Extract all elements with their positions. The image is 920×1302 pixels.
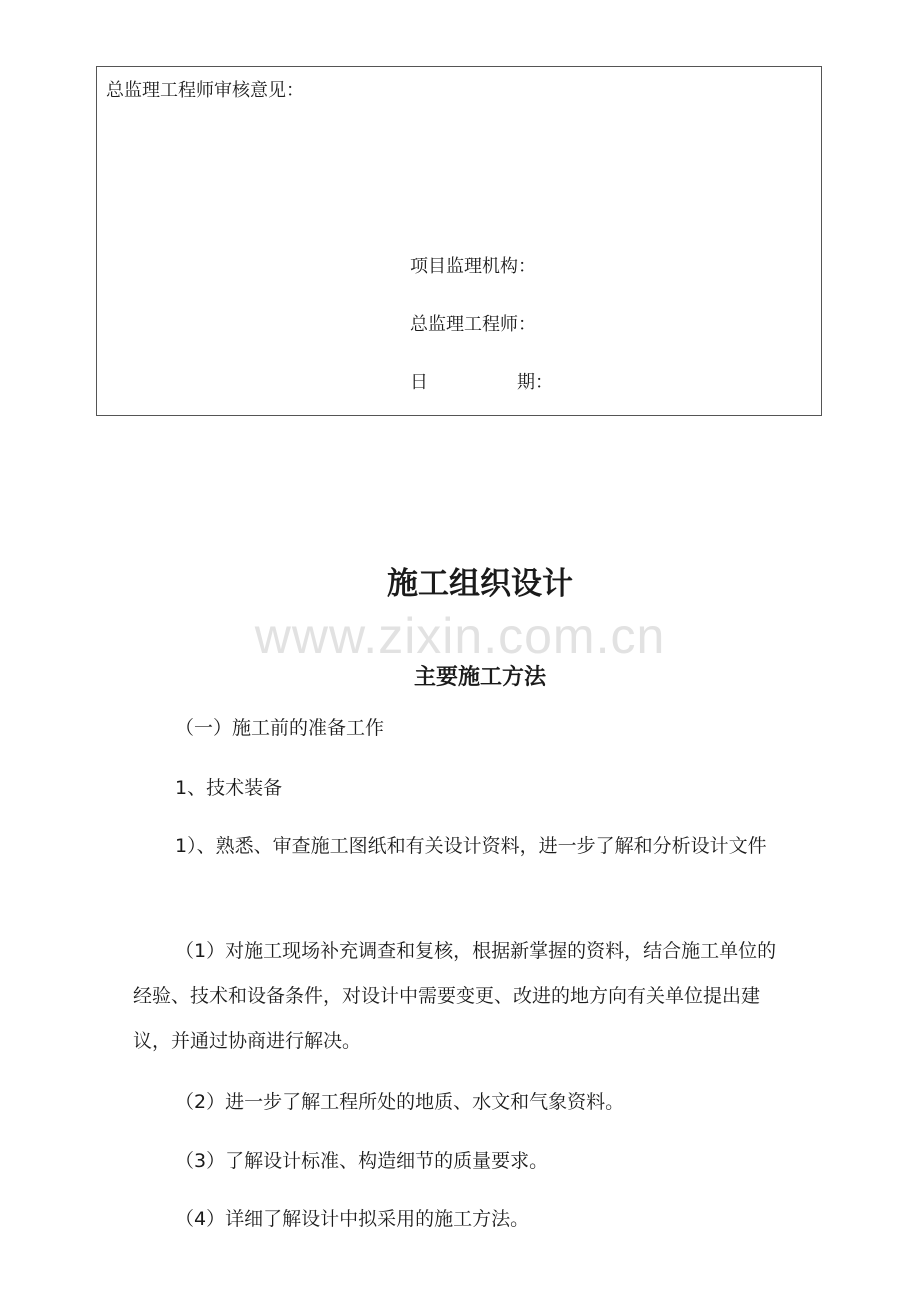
- paragraph-item-4: （4）详细了解设计中拟采用的施工方法。: [175, 1208, 530, 1230]
- supervision-org-label: 项目监理机构：: [410, 256, 536, 277]
- review-opinion-title: 总监理工程师审核意见：: [106, 80, 304, 101]
- paragraph-review-drawings: 1）、熟悉、审查施工图纸和有关设计资料，进一步了解和分析设计文件: [175, 835, 767, 857]
- paragraph-item-2: （2）进一步了解工程所处的地质、水文和气象资料。: [175, 1091, 625, 1113]
- paragraph-preparation-heading: （一）施工前的准备工作: [175, 717, 385, 739]
- paragraph-technical-equipment: 1、技术装备: [175, 777, 283, 799]
- paragraph-item-3: （3）了解设计标准、构造细节的质量要求。: [175, 1150, 549, 1172]
- watermark: www.zixin.com.cn: [254, 608, 666, 664]
- date-label: [410, 369, 553, 397]
- document-title: 施工组织设计: [387, 566, 573, 602]
- chief-engineer-label: 总监理工程师：: [410, 314, 536, 335]
- review-opinion-box: [96, 66, 822, 416]
- date-label-first: 日: [410, 372, 428, 393]
- paragraph-item-1: （1）对施工现场补充调查和复核，根据新掌握的资料，结合施工单位的经验、技术和设备条件，对设计中需要变更、改进的地方向有关单位提出建议，并通过协商进行解决。: [133, 940, 777, 1052]
- section-title: 主要施工方法: [413, 665, 546, 690]
- date-label-second: 期：: [517, 372, 553, 393]
